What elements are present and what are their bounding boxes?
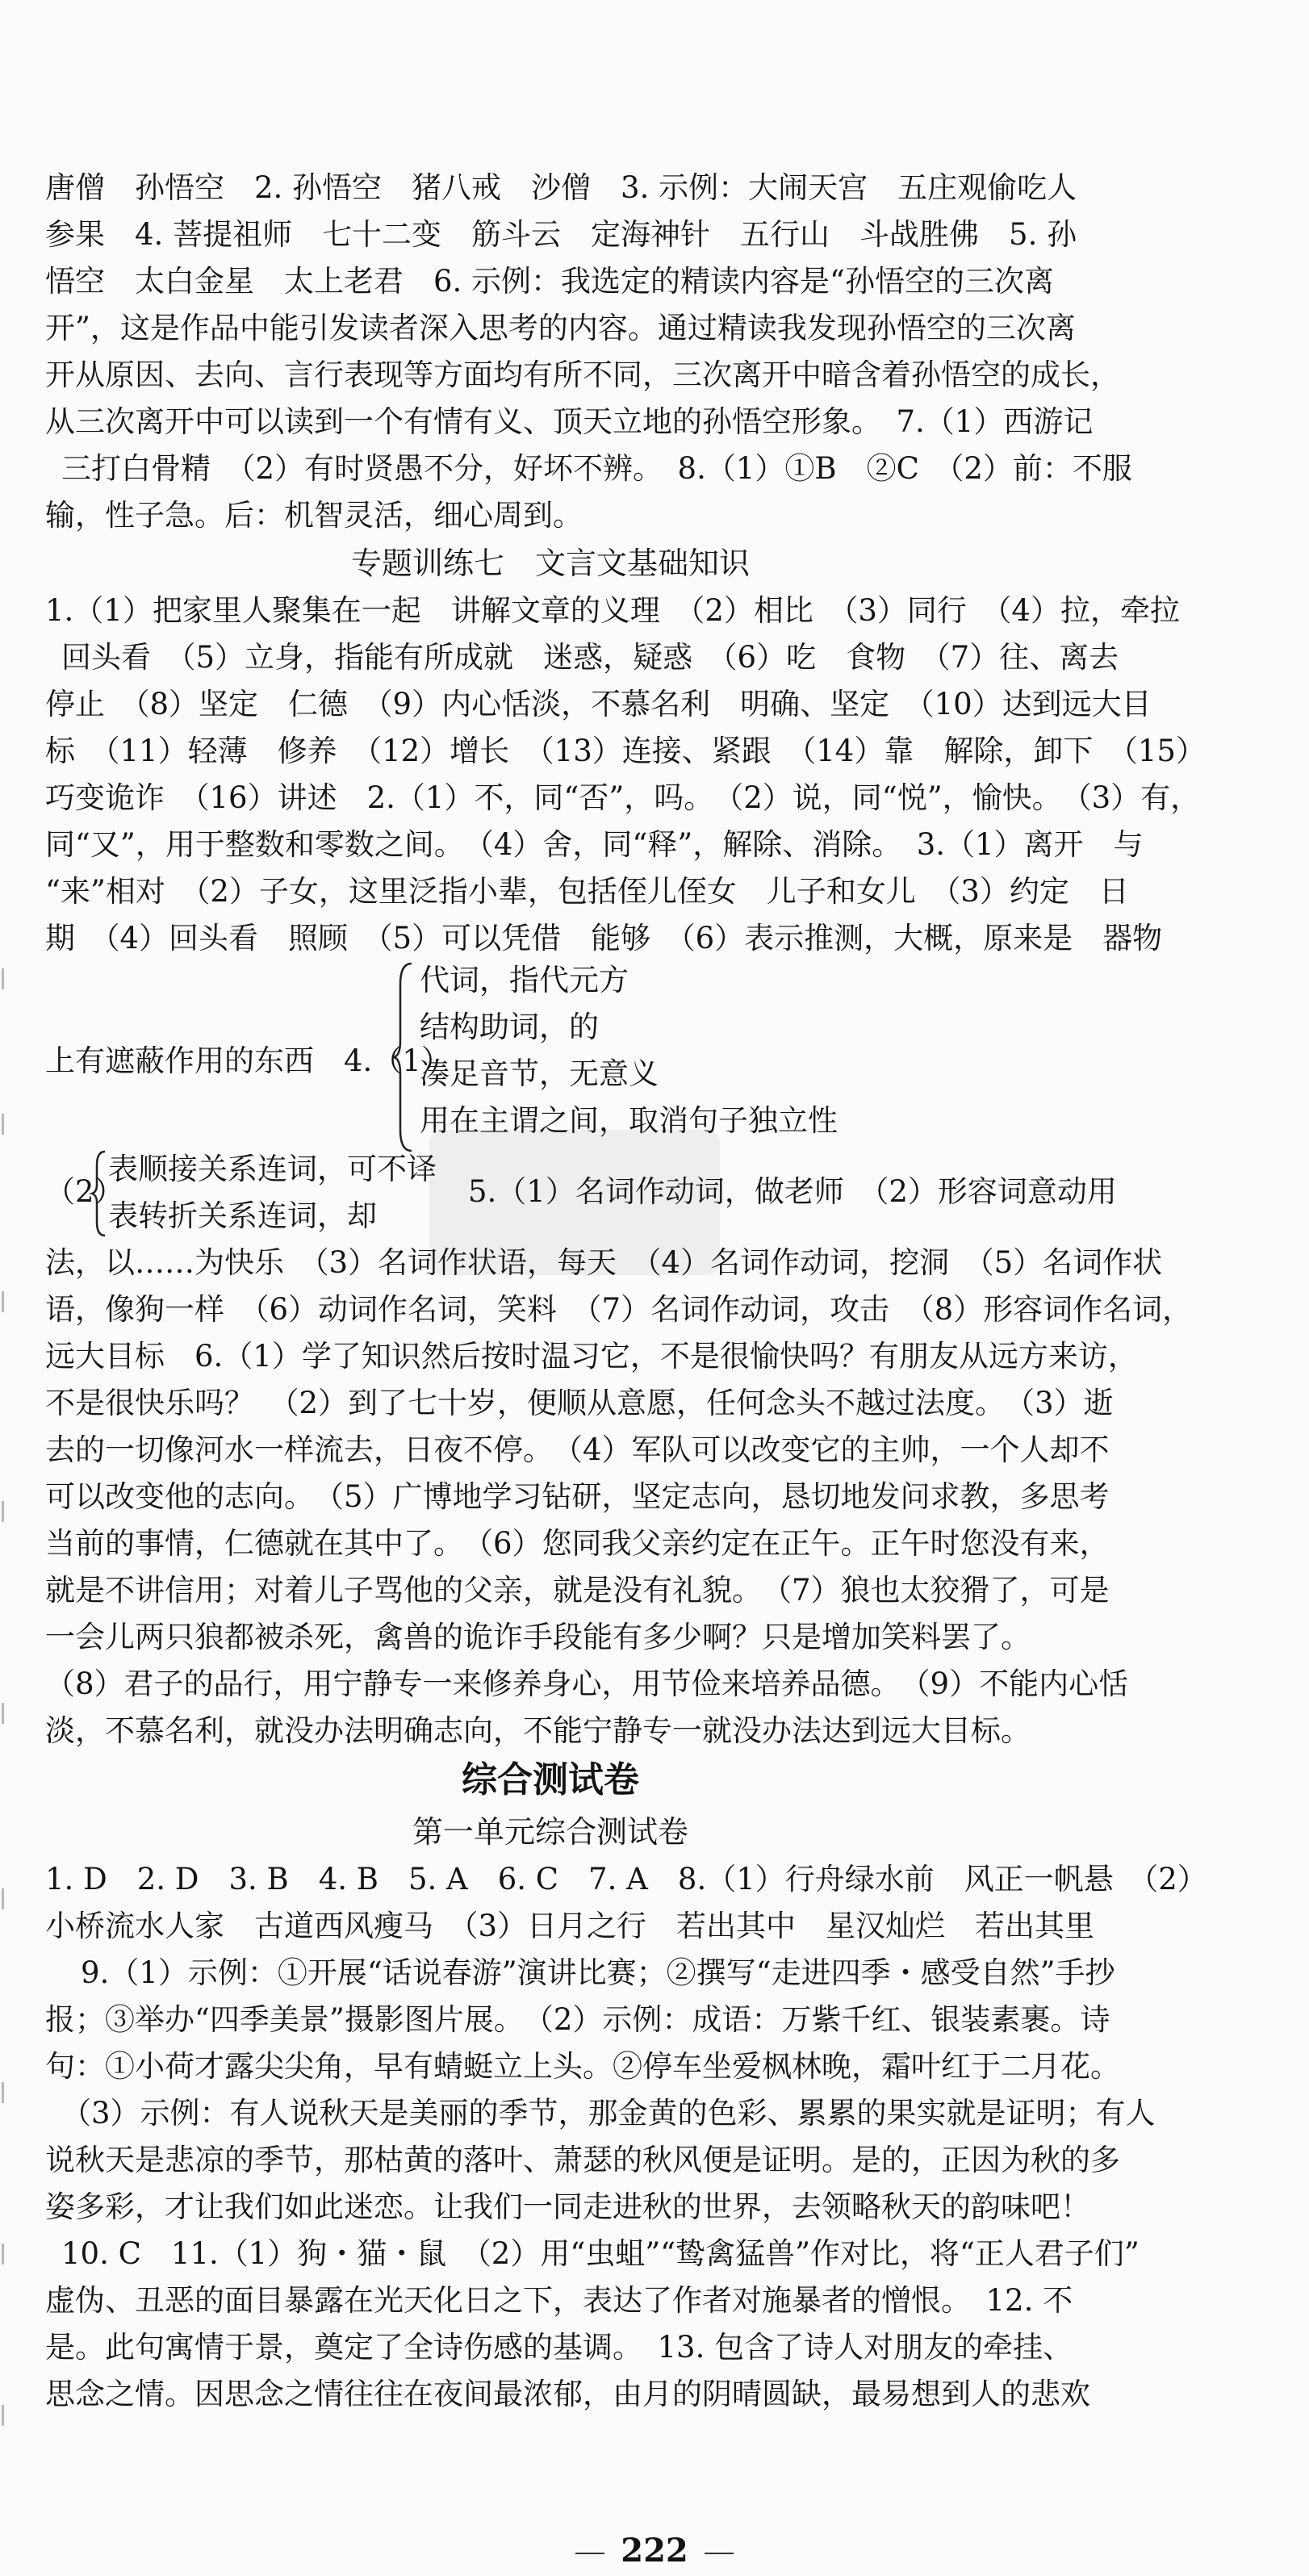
text-line: 悟空 太白金星 太上老君 6. 示例：我选定的精读内容是“孙悟空的三次离 (45, 264, 1054, 299)
text-line: 开从原因、去向、言行表现等方面均有所不同，三次离开中暗含着孙悟空的成长， (45, 358, 1120, 392)
text-line: 9.（1）示例：①开展“话说春游”演讲比赛；②撰写“走进四季・感受自然”手抄 (81, 1955, 1115, 1990)
text-line: 一会儿两只狼都被杀死，禽兽的诡诈手段能有多少啊？只是增加笑料罢了。 (45, 1620, 1031, 1654)
left-brace (392, 960, 415, 1154)
text-line: 报；③举办“四季美景”摄影图片展。 （2）示例：成语：万紫千红、银装素裹。诗 (45, 2002, 1110, 2037)
brace-lead-text: 上有遮蔽作用的东西 4.（1） (45, 1043, 451, 1078)
text-line: 从三次离开中可以读到一个有情有义、顶天立地的孙悟空形象。 7.（1）西游记 (45, 404, 1094, 439)
text-line: 姿多彩，才让我们如此迷恋。让我们一同走进秋的世界，去领略秋天的韵味吧！ (45, 2189, 1090, 2224)
text-line: 唐僧 孙悟空 2. 孙悟空 猪八戒 沙僧 3. 示例：大闹天宫 五庄观偷吃人 (45, 170, 1077, 205)
text-line: 开”，这是作品中能引发读者深入思考的内容。通过精读我发现孙悟空的三次离 (45, 311, 1076, 345)
section-heading-unit1: 第一单元综合测试卷 (412, 1814, 688, 1850)
text-line: 句：①小荷才露尖尖角，早有蜻蜓立上头。②停车坐爱枫林晚，霜叶红于二月花。 (45, 2049, 1120, 2084)
text-line: 期 （4）回头看 照顾 （5）可以凭借 能够 （6）表示推测，大概，原来是 器物 (45, 921, 1163, 956)
text-line: 是。此句寓情于景，奠定了全诗伤感的基调。 13. 包含了诗人对朋友的牵挂、 (45, 2330, 1073, 2365)
brace-option: 表顺接关系连词，可不译 (108, 1152, 437, 1186)
dash-decoration (705, 2553, 734, 2554)
text-line: 回头看 （5）立身，指能有所成就 迷惑，疑惑 （6）吃 食物 （7）往、离去 (61, 640, 1119, 675)
left-margin-marks (0, 872, 15, 2405)
brace-option: 结构助词，的 (420, 1010, 599, 1044)
brace-lead-text: （2） (45, 1174, 124, 1209)
text-line: 输，性子急。后：机智灵活，细心周到。 (45, 498, 583, 533)
text-line: 去的一切像河水一样流去，日夜不停。 （4）军队可以改变它的主帅，一个人却不 (45, 1432, 1110, 1467)
text-line: 当前的事情，仁德就在其中了。 （6）您同我父亲约定在正午。正午时您没有来， (45, 1526, 1110, 1561)
text-line: 同“又”，用于整数和零数之间。 （4）舍，同“释”，解除、消除。 3.（1）离开 与 (45, 827, 1144, 862)
text-line: “来”相对 （2）子女，这里泛指小辈，包括侄儿侄女 儿子和女儿 （3）约定 日 (45, 874, 1129, 909)
text-line: 停止 （8）坚定 仁德 （9）内心恬淡，不慕名利 明确、坚定 （10）达到远大目 (45, 687, 1152, 721)
text-line: 参果 4. 菩提祖师 七十二变 筋斗云 定海神针 五行山 斗战胜佛 5. 孙 (45, 217, 1077, 252)
text-line: 小桥流水人家 古道西风瘦马 （3）日月之行 若出其中 星汉灿烂 若出其里 (45, 1909, 1095, 1943)
brace-option: 代词，指代元方 (420, 963, 629, 997)
text-line: 虚伪、丑恶的面目暴露在光天化日之下，表达了作者对施暴者的憎恨。 12. 不 (45, 2283, 1073, 2318)
text-line: （8）君子的品行，用宁静专一来修养身心，用节俭来培养品德。 （9）不能内心恬 (45, 1666, 1129, 1701)
text-line: 三打白骨精 （2）有时贤愚不分，好坏不辨。 8.（1）①B ②C （2）前：不服 (61, 451, 1132, 486)
dash-decoration (575, 2553, 604, 2554)
text-line: 标 （11）轻薄 修养 （12）增长 （13）连接、紧跟 （14）靠 解除，卸下 （15） (45, 734, 1206, 768)
section-heading-comprehensive: 综合测试卷 (462, 1759, 639, 1800)
section-heading-7: 专题训练七 文言文基础知识 (350, 546, 750, 581)
text-line: 就是不讲信用；对着儿子骂他的父亲，就是没有礼貌。 （7）狼也太狡猾了，可是 (45, 1573, 1110, 1608)
text-line: 不是很快乐吗？ （2）到了七十岁，便顺从意愿，任何念头不越过法度。 （3）逝 (45, 1386, 1114, 1420)
brace-option: 凑足音节，无意义 (420, 1056, 659, 1091)
page-number (0, 2531, 1309, 2571)
text-line: 远大目标 6.（1）学了知识然后按时温习它，不是很愉快吗？有朋友从远方来访， (45, 1339, 1138, 1374)
left-brace (90, 1149, 108, 1238)
text-line: 5.（1）名词作动词，做老师 （2）形容词意动用 (468, 1174, 1117, 1209)
text-line: 思念之情。因思念之情往往在夜间最浓郁，由月的阴晴圆缺，最易想到人的悲欢 (45, 2377, 1090, 2411)
text-line: 1.（1）把家里人聚集在一起 讲解文章的义理 （2）相比 （3）同行 （4）拉，牵拉 (45, 593, 1180, 628)
text-line: 巧变诡诈 （16）讲述 2.（1）不，同“否”，吗。 （2）说，同“悦”，愉快。 （3）有， (45, 780, 1201, 815)
text-line: 语，像狗一样 （6）动词作名词，笑料 （7）名词作动词，攻击 （8）形容词作名词， (45, 1292, 1193, 1327)
brace-option: 用在主谓之间，取消句子独立性 (420, 1103, 838, 1138)
text-line: 淡，不慕名利，就没办法明确志向，不能宁静专一就没办法达到远大目标。 (45, 1713, 1031, 1748)
text-line: 说秋天是悲凉的季节，那枯黄的落叶、萧瑟的秋风便是证明。是的，正因为秋的多 (45, 2143, 1120, 2177)
text-line: 可以改变他的志向。 （5）广博地学习钻研，坚定志向，恳切地发问求教，多思考 (45, 1479, 1110, 1514)
text-line: 10. C 11.（1）狗・猫・鼠 （2）用“虫蛆”“鸷禽猛兽”作对比，将“正人君子们” (61, 2236, 1140, 2271)
text-line: 法，以……为快乐 （3）名词作状语，每天 （4）名词作动词，挖洞 （5）名词作状 (45, 1245, 1163, 1280)
text-line: 1. D 2. D 3. B 4. B 5. A 6. C 7. A 8.（1）行舟绿水前 风正一帆悬 （2） (45, 1862, 1207, 1896)
page-number-value: 222 (621, 2532, 688, 2570)
text-line: （3）示例：有人说秋天是美丽的季节，那金黄的色彩、累累的果实就是证明；有人 (61, 2096, 1156, 2131)
brace-option: 表转折关系连词，却 (108, 1198, 377, 1233)
